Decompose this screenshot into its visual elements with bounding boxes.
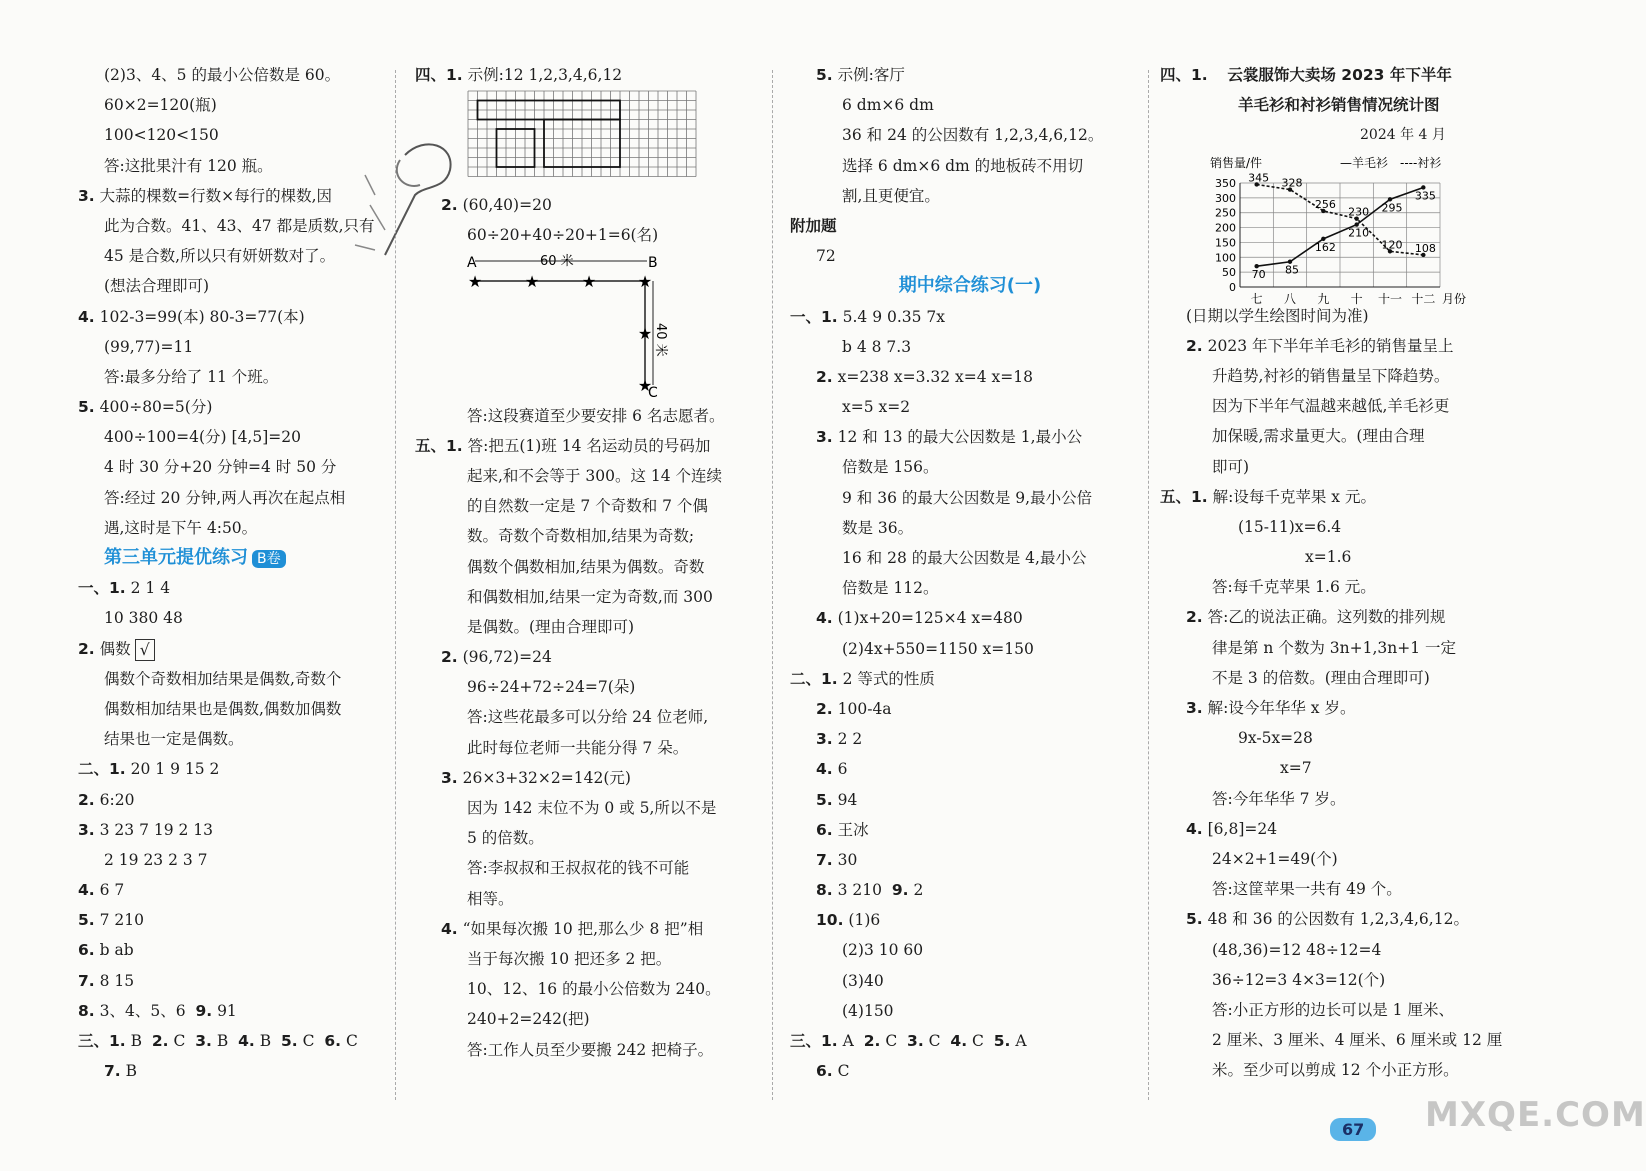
question-number: 4. xyxy=(238,1032,255,1050)
question-number: 五、1. xyxy=(1160,487,1208,506)
text-line: 因为 142 末位不为 0 或 5,所以不是 xyxy=(467,799,717,817)
text-line: (99,77)=11 xyxy=(104,337,194,356)
text-line: 答:乙的说法正确。这列数的排列规 xyxy=(1207,608,1446,627)
question-number: 3. xyxy=(195,1032,212,1050)
data-label: 108 xyxy=(1414,241,1436,255)
question-number: 三、1. xyxy=(790,1032,838,1050)
question-number: 4. xyxy=(441,919,458,938)
text-line: 6:20 xyxy=(99,790,135,809)
question-number: 3. xyxy=(816,730,833,749)
text-line: 96÷24+72÷24=7(朵) xyxy=(467,678,636,697)
text-line: 2023 年下半年羊毛衫的销售量呈上 xyxy=(1207,336,1454,355)
y-tick-label: 100 xyxy=(1215,250,1236,264)
answer: C xyxy=(885,1032,898,1050)
question-number: 5. xyxy=(1186,910,1203,929)
text-line: 2 厘米、3 厘米、4 厘米、6 厘米或 12 厘 xyxy=(1212,1031,1503,1050)
question-number: 6. xyxy=(324,1032,342,1050)
answer: B xyxy=(130,1032,143,1050)
y-axis-label: 销售量/件 xyxy=(1210,155,1263,170)
question-number: 8. xyxy=(78,1001,95,1020)
question-number: 2. xyxy=(816,699,833,718)
question-number: 一、1. xyxy=(78,579,126,598)
text-line: 偶数 xyxy=(99,639,131,658)
question-number: 8. xyxy=(816,881,833,900)
text-line: b 4 8 7.3 xyxy=(842,337,912,356)
x-tick-label: 七 xyxy=(1250,291,1263,306)
text-line: (2)3 10 60 xyxy=(842,941,924,960)
answer: B xyxy=(259,1032,272,1050)
text-line: 答:经过 20 分钟,两人再次在起点相 xyxy=(104,488,346,507)
text-line: x=5 x=2 xyxy=(842,398,911,417)
text-line: 大蒜的棵数=行数×每行的棵数,因 xyxy=(99,186,333,205)
star-icon: ★ xyxy=(637,375,653,395)
text-line: 2 2 xyxy=(837,730,863,749)
text-line: (3)40 xyxy=(842,971,884,990)
question-number: 2. xyxy=(1186,608,1203,627)
question-number: 7. xyxy=(104,1062,121,1081)
data-label: 70 xyxy=(1251,267,1266,281)
text-line: 解:设今年华华 x 岁。 xyxy=(1207,699,1356,717)
y-tick-label: 200 xyxy=(1215,221,1236,235)
text-line: 答:这段赛道至少要安排 6 名志愿者。 xyxy=(467,406,725,425)
data-label: 295 xyxy=(1381,200,1403,214)
question-number: 7. xyxy=(816,850,833,869)
text-line: 答:把五(1)班 14 名运动员的号码加 xyxy=(467,436,711,455)
question-number: 10. xyxy=(816,911,844,930)
text-line: 36÷12=3 4×3=12(个) xyxy=(1212,970,1386,989)
text-line: 割,且更便宜。 xyxy=(842,186,940,205)
text-line: 答:这些花最多可以分给 24 位老师, xyxy=(467,708,709,727)
data-label: 328 xyxy=(1281,176,1303,190)
text-line: 100<120<150 xyxy=(104,126,219,145)
length-label-bc: 40 米 xyxy=(653,322,668,357)
answer: A xyxy=(1015,1032,1027,1050)
text-line: 5.4 9 0.35 7x xyxy=(842,307,946,326)
point-b-label: B xyxy=(648,254,658,271)
question-number: 6. xyxy=(816,820,833,839)
question-number: 2. xyxy=(78,790,95,809)
text-line: (2)3、4、5 的最小公倍数是 60。 xyxy=(104,66,341,84)
answer: C xyxy=(928,1032,941,1050)
question-number: 4. xyxy=(816,760,833,779)
text-line: 答:这批果汁有 120 瓶。 xyxy=(104,156,273,175)
y-tick-label: 300 xyxy=(1215,191,1236,205)
question-number: 5. xyxy=(78,911,95,930)
question-number: 3. xyxy=(816,428,833,447)
track-diagram xyxy=(465,251,685,401)
text-line: 3、4、5、6 xyxy=(99,1001,186,1020)
text-line: 10、12、16 的最小公倍数为 240。 xyxy=(467,980,721,999)
data-label: 335 xyxy=(1414,189,1436,203)
legend-item: ----衬衫 xyxy=(1400,155,1442,170)
text-line: 400÷80=5(分) xyxy=(99,398,213,417)
data-label: 162 xyxy=(1314,240,1336,254)
question-number: 2. xyxy=(441,648,458,667)
text-line: 24×2+1=49(个) xyxy=(1212,849,1338,868)
section-title: 期中综合练习(一) xyxy=(898,275,1042,297)
legend-item: —羊毛衫 xyxy=(1340,155,1389,170)
text-line: 9x-5x=28 xyxy=(1238,729,1313,748)
x-axis-unit: 月份 xyxy=(1442,291,1467,306)
text-line: 示例:12 1,2,3,4,6,12 xyxy=(467,66,623,84)
column-1 xyxy=(78,60,378,1086)
text-line: 20 1 9 15 2 xyxy=(130,760,220,779)
question-number: 3. xyxy=(441,768,458,787)
text-line: (4)150 xyxy=(842,1001,894,1020)
point-c-label: C xyxy=(648,384,658,401)
text-line: 此为合数。41、43、47 都是质数,只有 xyxy=(104,216,375,235)
text-line: 律是第 n 个数为 3n+1,3n+1 一定 xyxy=(1212,638,1457,657)
text-line: b ab xyxy=(99,941,134,960)
x-tick-label: 十一 xyxy=(1377,291,1403,306)
text-line: [6,8]=24 xyxy=(1207,819,1278,838)
y-tick-label: 50 xyxy=(1222,265,1236,279)
y-tick-label: 150 xyxy=(1215,235,1236,249)
x-tick-label: 八 xyxy=(1283,291,1297,306)
text-line: 偶数个奇数相加结果是偶数,奇数个 xyxy=(104,669,342,688)
question-number: 4. xyxy=(816,609,833,628)
text-line: 3 210 xyxy=(837,881,882,900)
watermark: MXQE.COM xyxy=(1425,1095,1646,1135)
question-number: 9. xyxy=(891,881,909,900)
check-box: √ xyxy=(135,639,155,661)
question-number: 一、1. xyxy=(790,307,838,326)
question-number: 4. xyxy=(1186,819,1203,838)
text-line: 示例:客厅 xyxy=(837,66,905,84)
text-line: 16 和 28 的最大公因数是 4,最小公 xyxy=(842,549,1087,567)
text-line: 不是 3 的倍数。(理由合理即可) xyxy=(1212,668,1430,687)
data-label: 120 xyxy=(1381,237,1403,251)
text-line: 答:每千克苹果 1.6 元。 xyxy=(1212,578,1376,597)
question-number: 2. xyxy=(816,367,833,386)
text-line: 2 等式的性质 xyxy=(842,669,935,688)
question-number: 6. xyxy=(78,941,95,960)
answer: B xyxy=(216,1032,229,1050)
text-line: 答:这筐苹果一共有 49 个。 xyxy=(1212,880,1402,899)
text-line: 6 7 xyxy=(99,881,125,900)
text-line: 7 210 xyxy=(99,911,144,930)
grid-figure xyxy=(467,90,703,185)
text-line: 解:设每千克苹果 x 元。 xyxy=(1212,487,1376,506)
question-number: 5. xyxy=(78,398,95,417)
text-line: (日期以学生绘图时间为准) xyxy=(1186,306,1369,325)
text-line: 400÷100=4(分) [4,5]=20 xyxy=(104,428,301,447)
text-line: 答:今年华华 7 岁。 xyxy=(1212,789,1346,808)
text-line: 偶数个偶数相加,结果为偶数。奇数 xyxy=(467,557,705,576)
question-number: 二、1. xyxy=(78,760,126,779)
answer: C xyxy=(302,1032,315,1050)
text-line: 9 和 36 的最大公因数是 9,最小公倍 xyxy=(842,488,1093,507)
text-line: 6 xyxy=(837,760,848,779)
text-line: 3 23 7 19 2 13 xyxy=(99,820,214,839)
question-number: 4. xyxy=(78,307,95,326)
text-line: x=7 xyxy=(1280,759,1312,778)
question-number: 5. xyxy=(280,1032,298,1050)
text-line: 此时每位老师一共能分得 7 朵。 xyxy=(467,738,689,757)
star-icon: ★ xyxy=(524,271,540,291)
question-number: 四、1. xyxy=(1160,66,1208,84)
answer: C xyxy=(837,1062,850,1081)
text-line: 6 dm×6 dm xyxy=(842,96,934,115)
question-number: 3. xyxy=(78,820,95,839)
x-tick-label: 十 xyxy=(1350,291,1363,306)
question-number: 四、1. xyxy=(415,66,463,84)
answer: A xyxy=(842,1032,854,1050)
star-icon: ★ xyxy=(637,271,653,291)
text-line: 王冰 xyxy=(837,820,869,839)
question-number: 二、1. xyxy=(790,669,838,688)
text-line: 94 xyxy=(837,790,858,809)
text-line: 数。奇数个奇数相加,结果为奇数; xyxy=(467,527,695,546)
question-number: 4. xyxy=(950,1032,968,1050)
text-line: 起来,和不会等于 300。这 14 个连续 xyxy=(467,466,723,485)
text-line: 和偶数相加,结果一定为奇数,而 300 xyxy=(467,587,713,606)
star-icon: ★ xyxy=(637,323,653,343)
text-line: 26×3+32×2=142(元) xyxy=(462,768,631,787)
question-number: 4. xyxy=(78,881,95,900)
point-a-label: A xyxy=(467,254,477,271)
chart-subtitle: 羊毛衫和衬衫销售情况统计图 xyxy=(1238,96,1440,115)
column-divider xyxy=(772,70,773,1100)
text-line: 米。至少可以剪成 12 个小正方形。 xyxy=(1212,1061,1459,1080)
text-line: 12 和 13 的最大公因数是 1,最小公 xyxy=(837,428,1083,447)
data-label: 230 xyxy=(1348,205,1370,219)
line-chart xyxy=(1160,151,1480,306)
answer: C xyxy=(345,1032,358,1050)
text-line: 倍数是 156。 xyxy=(842,458,939,477)
column-divider xyxy=(395,70,396,1100)
text-line: 升趋势,衬衫的销售量呈下降趋势。 xyxy=(1212,366,1450,385)
text-line: (想法合理即可) xyxy=(104,277,210,296)
text-line: (96,72)=24 xyxy=(462,648,552,667)
text-line: (15-11)x=6.4 xyxy=(1238,517,1342,536)
text-line: 45 是合数,所以只有妍妍数对了。 xyxy=(104,247,336,266)
text-line: x=1.6 xyxy=(1305,548,1352,567)
text-line: 的自然数一定是 7 个奇数和 7 个偶 xyxy=(467,497,708,516)
column-divider xyxy=(1148,70,1149,1100)
star-icon: ★ xyxy=(467,271,483,291)
text-line: 30 xyxy=(837,850,858,869)
text-line: 数是 36。 xyxy=(842,518,914,537)
text-line: 遇,这时是下午 4:50。 xyxy=(104,518,258,537)
question-number: 9. xyxy=(195,1001,213,1020)
level-badge: B卷 xyxy=(252,550,286,568)
text-line: 36 和 24 的公因数有 1,2,3,4,6,12。 xyxy=(842,126,1104,145)
question-number: 3. xyxy=(78,186,95,205)
data-label: 210 xyxy=(1348,226,1370,240)
answer: C xyxy=(173,1032,186,1050)
column-4 xyxy=(1160,60,1570,1085)
length-label-ab: 60 米 xyxy=(540,253,574,269)
text-line: 240+2=242(把) xyxy=(467,1010,590,1029)
answer: B xyxy=(125,1062,138,1081)
question-number: 2. xyxy=(1186,336,1203,355)
text-line: 即可) xyxy=(1212,457,1250,476)
data-label: 256 xyxy=(1314,197,1336,211)
text-line: 结果也一定是偶数。 xyxy=(104,730,244,749)
y-tick-label: 0 xyxy=(1229,280,1236,294)
text-line: 8 15 xyxy=(99,971,135,990)
text-line: (60,40)=20 xyxy=(462,196,552,215)
y-tick-label: 250 xyxy=(1215,206,1236,220)
text-line: 答:小正方形的边长可以是 1 厘米、 xyxy=(1212,1000,1454,1019)
text-line: 当于每次搬 10 把还多 2 把。 xyxy=(467,949,672,968)
x-tick-label: 十二 xyxy=(1411,291,1436,306)
text-line: 答:最多分给了 11 个班。 xyxy=(104,367,279,386)
question-number: 5. xyxy=(816,66,833,84)
text-line: 答:李叔叔和王叔叔花的钱不可能 xyxy=(467,859,690,878)
question-number: 五、1. xyxy=(415,436,463,455)
section-title: 第三单元提优练习 xyxy=(104,547,248,568)
question-number: 三、1. xyxy=(78,1032,126,1050)
question-number: 3. xyxy=(907,1032,924,1050)
answer: C xyxy=(972,1032,984,1050)
question-number: 3. xyxy=(1186,699,1203,717)
question-number: 6. xyxy=(816,1062,833,1081)
question-number: 5. xyxy=(993,1032,1011,1050)
data-label: 345 xyxy=(1248,171,1270,185)
text-line: 91 xyxy=(217,1001,237,1020)
text-line: (48,36)=12 48÷12=4 xyxy=(1212,940,1382,959)
text-line: 选择 6 dm×6 dm 的地板砖不用切 xyxy=(842,156,1084,175)
question-number: 7. xyxy=(78,971,95,990)
column-3 xyxy=(790,60,1130,1086)
text-line: 因为下半年气温越来越低,羊毛衫更 xyxy=(1212,397,1450,416)
text-line: 5 的倍数。 xyxy=(467,829,544,848)
question-number: 2. xyxy=(151,1032,169,1050)
text-line: x=238 x=3.32 x=4 x=18 xyxy=(837,367,1034,386)
text-line: 答:工作人员至少要搬 242 把椅子。 xyxy=(467,1040,714,1059)
column-2 xyxy=(415,60,755,1065)
chart-date: 2024 年 4 月 xyxy=(1360,127,1446,144)
text-line: 加保暖,需求量更大。(理由合理 xyxy=(1212,427,1425,446)
text-line: 60÷20+40÷20+1=6(名) xyxy=(467,226,659,245)
y-tick-label: 350 xyxy=(1215,176,1236,190)
text-line: 2 19 23 2 3 7 xyxy=(104,850,208,869)
text-line: 2 xyxy=(913,881,924,900)
x-tick-label: 九 xyxy=(1317,291,1330,306)
text-line: 10 380 48 xyxy=(104,609,183,628)
question-number: 5. xyxy=(816,790,833,809)
text-line: 2 1 4 xyxy=(130,579,171,598)
text-line: 4 时 30 分+20 分钟=4 时 50 分 xyxy=(104,458,337,477)
question-number: 2. xyxy=(863,1032,881,1050)
text-line: 是偶数。(理由合理即可) xyxy=(467,617,635,636)
text-line: (2)4x+550=1150 x=150 xyxy=(842,639,1034,658)
page-number: 67 xyxy=(1330,1118,1376,1141)
text-line: (1)6 xyxy=(848,911,881,930)
extra-question-title: 附加题 xyxy=(790,216,837,235)
question-number: 2. xyxy=(441,196,458,215)
text-line: 72 xyxy=(816,247,836,266)
chart-title: 云裳服饰大卖场 2023 年下半年 xyxy=(1227,66,1452,84)
data-label: 85 xyxy=(1285,263,1299,277)
text-line: 102-3=99(本) 80-3=77(本) xyxy=(99,307,305,326)
star-icon: ★ xyxy=(581,271,597,291)
text-line: “如果每次搬 10 把,那么少 8 把”相 xyxy=(462,919,704,938)
question-number: 2. xyxy=(78,639,95,658)
text-line: 偶数相加结果也是偶数,偶数加偶数 xyxy=(104,699,342,718)
text-line: 48 和 36 的公因数有 1,2,3,4,6,12。 xyxy=(1207,910,1469,929)
text-line: 相等。 xyxy=(467,889,514,908)
text-line: 倍数是 112。 xyxy=(842,579,939,598)
text-line: 60×2=120(瓶) xyxy=(104,96,217,115)
text-line: (1)x+20=125×4 x=480 xyxy=(837,609,1023,628)
text-line: 100-4a xyxy=(837,699,892,718)
